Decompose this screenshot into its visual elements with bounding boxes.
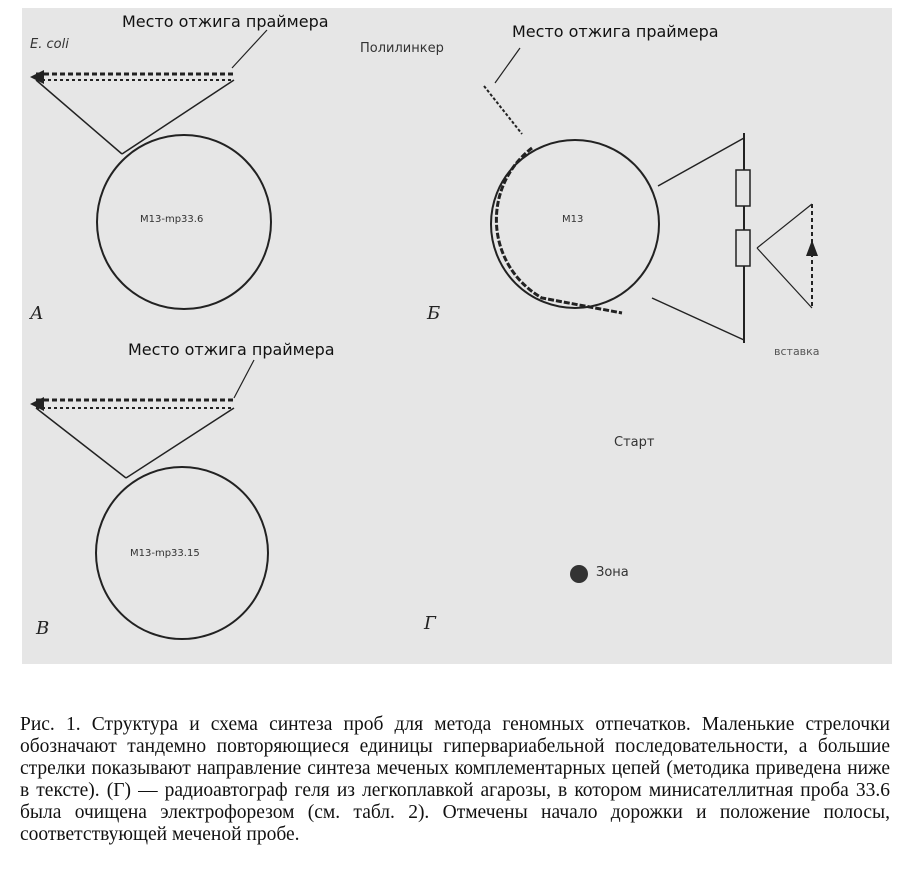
panel-c-drawing bbox=[30, 360, 268, 639]
plasmid-label-a: M13-mp33.6 bbox=[140, 214, 204, 225]
figure-caption: Рис. 1. Структура и схема синтеза проб для метода геномных отпечатков. Маленькие стрелочки обозначают тандемно повторяющиеся единицы гипервариабельной последовательности, а большие стрелки показывают направление синтеза меченых комплементарных цепей (методика приведена ниже в тексте). (Г) — радиоавтограф геля из легкоплавкой агарозы, в котором минисателлитная проба 33.6 была очищена электрофорезом (см. табл. 2). Отмечены начало дорожки и положение полосы, соответствующей меченой пробе. bbox=[20, 714, 890, 845]
band-label: Зона bbox=[596, 565, 629, 580]
panel-a-drawing bbox=[30, 30, 271, 309]
figure-drawing bbox=[22, 8, 892, 664]
panel-b-drawing bbox=[484, 48, 818, 343]
start-label: Старт bbox=[614, 435, 655, 450]
panel-letter-c: В bbox=[36, 618, 50, 639]
arrowhead-a bbox=[30, 70, 44, 84]
plasmid-label-c: M13-mp33.15 bbox=[130, 548, 200, 559]
band-spot bbox=[570, 565, 588, 583]
polylinker-label: Полилинкер bbox=[360, 41, 444, 56]
primer-label-b: Место отжига праймера bbox=[512, 22, 719, 41]
organism-label: E. coli bbox=[30, 37, 69, 52]
plasmid-label-b: M13 bbox=[562, 214, 584, 225]
figure bbox=[22, 8, 892, 664]
panel-letter-d: Г bbox=[424, 613, 436, 634]
panel-letter-b: Б bbox=[427, 303, 441, 324]
panel-letter-a: А bbox=[30, 303, 44, 324]
panel-d-drawing bbox=[570, 565, 588, 583]
primer-label-a: Место отжига праймера bbox=[122, 12, 329, 31]
arrowhead-b bbox=[806, 240, 818, 256]
insert-label: вставка bbox=[774, 345, 820, 358]
primer-label-c: Место отжига праймера bbox=[128, 340, 335, 359]
